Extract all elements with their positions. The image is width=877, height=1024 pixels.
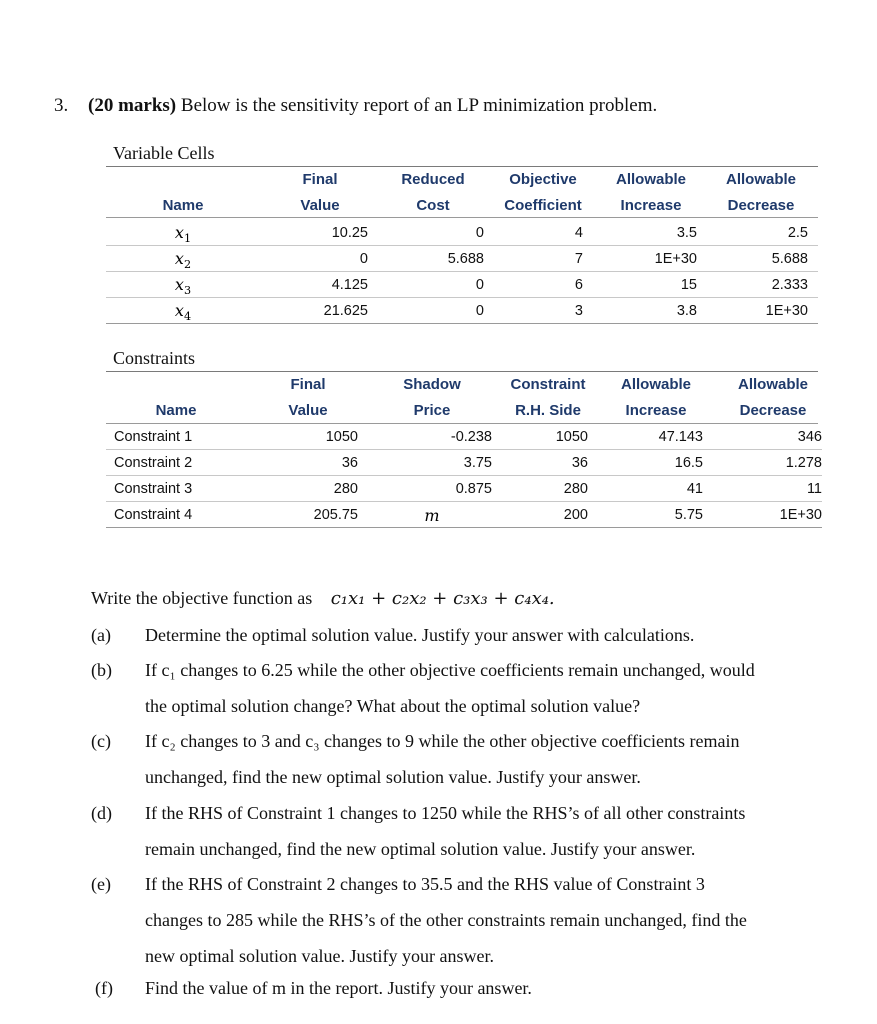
objective-expression: c₁x₁ + c₂x₂ + c₃x₃ + c₄x₄. xyxy=(330,588,555,609)
c-header-3-0: Constraint xyxy=(510,376,586,393)
c-header-4-1: Increase xyxy=(625,402,687,419)
vc-row-3-name-sub: 4 xyxy=(183,310,192,324)
c-row-3-increase: 5.75 xyxy=(674,507,703,523)
part-0-text xyxy=(145,617,841,653)
c-row-2-rhs: 280 xyxy=(563,481,588,497)
vc-row-3-reduced: 0 xyxy=(475,303,484,319)
c-header-1-1: Value xyxy=(288,402,328,419)
c-header-0-1: Name xyxy=(155,402,197,419)
vc-header-1-1: Value xyxy=(300,197,340,214)
vc-row-2-name-var: x xyxy=(174,275,184,294)
part-2-line-0: If c₂ changes to 3 and c₃ changes to 9 while the other objective coefficients remain xyxy=(145,731,740,751)
vc-header-3-0: Objective xyxy=(509,171,577,188)
question-intro: Below is the sensitivity report of an LP minimization problem. xyxy=(180,95,658,116)
c-row-3-shadow: m xyxy=(424,506,440,525)
vc-row-2-reduced: 0 xyxy=(475,277,484,293)
part-1-line-0: If c₁ changes to 6.25 while the other objective coefficients remain unchanged, would xyxy=(145,660,755,680)
vc-header-2-0: Reduced xyxy=(401,171,465,188)
c-row-0-final: 1050 xyxy=(325,429,358,445)
c-row-divider-0 xyxy=(106,449,822,450)
part-5-line-0: Find the value of m in the report. Justify your answer. xyxy=(145,978,532,998)
c-header-2-1: Price xyxy=(413,402,451,419)
c-row-2-name: Constraint 3 xyxy=(114,481,193,497)
vc-row-divider-1 xyxy=(106,271,818,272)
c-row-0-increase: 47.143 xyxy=(658,429,703,445)
vc-header-2-1: Cost xyxy=(416,197,450,214)
vc-row-1-name-sub: 2 xyxy=(183,258,192,272)
part-3-line-1: remain unchanged, find the new optimal solution value. Justify your answer. xyxy=(145,839,696,859)
vc-row-1-decrease: 5.688 xyxy=(771,251,808,267)
vc-header-4-0: Allowable xyxy=(615,171,686,188)
c-row-3-decrease: 1E+30 xyxy=(779,507,822,523)
vc-row-3-name xyxy=(168,301,198,323)
c-row-1-final: 36 xyxy=(341,455,358,471)
vc-row-1-final: 0 xyxy=(359,251,368,267)
c-row-1-increase: 16.5 xyxy=(674,455,703,471)
c-row-0-name: Constraint 1 xyxy=(114,429,193,445)
vc-header-4-1: Increase xyxy=(620,197,682,214)
part-3-text xyxy=(145,795,841,867)
c-header-4-0: Allowable xyxy=(620,376,691,393)
vc-row-3-final: 21.625 xyxy=(323,303,368,319)
objective-intro: Write the objective function as xyxy=(91,588,313,608)
c-header-5-0: Allowable xyxy=(737,376,808,393)
vc-header-5-1: Decrease xyxy=(727,197,795,214)
vc-row-3-objective: 3 xyxy=(574,303,583,319)
c-row-1-decrease: 1.278 xyxy=(785,455,822,471)
part-4-line-1: changes to 285 while the RHS’s of the other constraints remain unchanged, find the xyxy=(145,910,747,930)
constraints-header-rule xyxy=(106,423,818,424)
c-row-1-shadow: 3.75 xyxy=(463,455,492,471)
c-header-3-1: R.H. Side xyxy=(515,402,581,419)
vc-row-1-reduced: 5.688 xyxy=(447,251,484,267)
c-row-divider-1 xyxy=(106,475,822,476)
part-2-label: (c) xyxy=(91,731,111,751)
vc-row-2-decrease: 2.333 xyxy=(771,277,808,293)
vc-row-3-increase: 3.8 xyxy=(676,303,697,319)
c-row-1-name: Constraint 2 xyxy=(114,455,193,471)
c-row-divider-2 xyxy=(106,501,822,502)
c-header-2-0: Shadow xyxy=(403,376,461,393)
constraints-top-rule xyxy=(106,371,818,372)
vc-row-0-decrease: 2.5 xyxy=(787,225,808,241)
part-4-line-0: If the RHS of Constraint 2 changes to 35.5 and the RHS value of Constraint 3 xyxy=(145,874,705,894)
part-5-text xyxy=(145,970,841,1006)
vc-row-3-name-var: x xyxy=(174,301,184,320)
variable-cells-top-rule xyxy=(106,166,818,167)
objective-function-line xyxy=(91,588,555,609)
vc-row-2-final: 4.125 xyxy=(331,277,368,293)
vc-row-0-reduced: 0 xyxy=(475,225,484,241)
c-row-2-shadow: 0.875 xyxy=(455,481,492,497)
c-row-3-name: Constraint 4 xyxy=(114,507,193,523)
c-row-2-increase: 41 xyxy=(686,481,703,497)
vc-row-0-name-sub: 1 xyxy=(183,232,192,246)
vc-row-1-increase: 1E+30 xyxy=(654,251,697,267)
vc-row-0-objective: 4 xyxy=(574,225,583,241)
vc-row-0-final: 10.25 xyxy=(331,225,368,241)
vc-row-2-increase: 15 xyxy=(680,277,697,293)
part-3-label: (d) xyxy=(91,803,112,823)
vc-row-2-name-sub: 3 xyxy=(183,284,192,298)
vc-row-3-decrease: 1E+30 xyxy=(765,303,808,319)
c-row-0-rhs: 1050 xyxy=(555,429,588,445)
part-1-label: (b) xyxy=(91,660,112,680)
part-1-text xyxy=(145,652,841,724)
vc-row-0-name-var: x xyxy=(174,223,184,242)
question-marks: (20 marks) xyxy=(88,95,177,116)
variable-cells-title: Variable Cells xyxy=(113,143,215,163)
vc-row-1-name-var: x xyxy=(174,249,184,268)
vc-bottom-rule xyxy=(106,323,818,324)
vc-header-3-1: Coefficient xyxy=(504,197,582,214)
c-row-2-decrease: 11 xyxy=(806,481,822,497)
part-5-label: (f) xyxy=(95,978,113,998)
question-number: 3. xyxy=(54,95,69,116)
part-4-text xyxy=(145,866,841,974)
c-header-5-1: Decrease xyxy=(739,402,807,419)
vc-row-0-name xyxy=(168,223,198,245)
vc-row-0-increase: 3.5 xyxy=(676,225,697,241)
part-4-line-2: new optimal solution value. Justify your answer. xyxy=(145,946,494,966)
variable-cells-header-rule xyxy=(106,217,818,218)
question-heading xyxy=(54,95,657,117)
vc-header-0-1: Name xyxy=(162,197,204,214)
vc-header-1-0: Final xyxy=(302,171,338,188)
c-bottom-rule xyxy=(106,527,822,528)
part-2-text xyxy=(145,723,841,795)
vc-header-5-0: Allowable xyxy=(725,171,796,188)
c-row-0-decrease: 346 xyxy=(797,429,822,445)
vc-row-2-name xyxy=(168,275,198,297)
c-row-3-rhs: 200 xyxy=(563,507,588,523)
c-row-2-final: 280 xyxy=(333,481,358,497)
part-0-label: (a) xyxy=(91,625,111,645)
part-0-line-0: Determine the optimal solution value. Justify your answer with calculations. xyxy=(145,625,695,645)
c-header-1-0: Final xyxy=(290,376,326,393)
constraints-title: Constraints xyxy=(113,348,196,368)
c-row-3-final: 205.75 xyxy=(313,507,358,523)
vc-row-2-objective: 6 xyxy=(574,277,583,293)
vc-row-1-objective: 7 xyxy=(574,251,583,267)
c-row-1-rhs: 36 xyxy=(571,455,588,471)
part-1-line-1: the optimal solution change? What about the optimal solution value? xyxy=(145,696,641,716)
vc-row-divider-2 xyxy=(106,297,818,298)
part-3-line-0: If the RHS of Constraint 1 changes to 1250 while the RHS’s of all other constraints xyxy=(145,803,746,823)
part-4-label: (e) xyxy=(91,874,111,894)
part-2-line-1: unchanged, find the new optimal solution value. Justify your answer. xyxy=(145,767,641,787)
vc-row-1-name xyxy=(168,249,198,271)
vc-row-divider-0 xyxy=(106,245,818,246)
c-row-0-shadow: -0.238 xyxy=(450,429,492,445)
